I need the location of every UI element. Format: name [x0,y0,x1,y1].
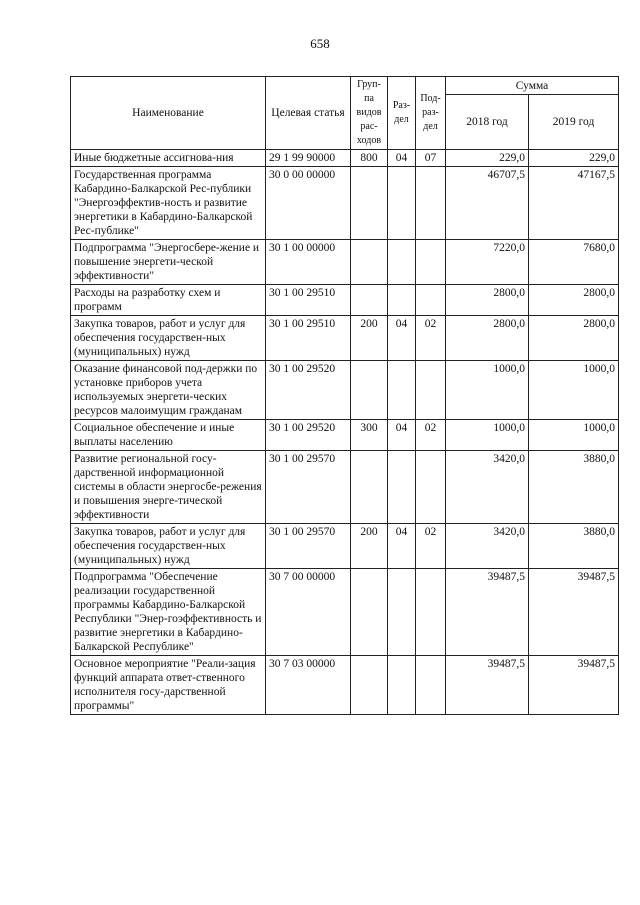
cell-subsection [416,361,446,420]
cell-2019: 2800,0 [529,285,619,316]
header-section: Раз-дел [388,77,416,150]
budget-table [70,76,619,715]
cell-2019: 3880,0 [529,451,619,524]
cell-subsection: 02 [416,524,446,569]
cell-expense-group [351,361,388,420]
cell-2019: 39487,5 [529,569,619,656]
cell-subsection [416,240,446,285]
cell-section [388,361,416,420]
cell-subsection: 02 [416,420,446,451]
cell-2019: 47167,5 [529,167,619,240]
cell-name: Социальное обеспечение и иные выплаты населению [71,420,266,451]
header-expense-group: Груп-па видов рас-ходов [351,77,388,150]
table-row [71,167,619,240]
cell-expense-group: 200 [351,316,388,361]
cell-name: Основное мероприятие "Реали-зация функций аппарата ответ-ственного исполнителя госу-дарственной программы" [71,656,266,715]
cell-2019: 229,0 [529,150,619,167]
cell-target-article: 30 0 00 00000 [266,167,351,240]
cell-subsection [416,451,446,524]
cell-expense-group: 300 [351,420,388,451]
cell-expense-group: 200 [351,524,388,569]
table-row [71,316,619,361]
cell-name: Иные бюджетные ассигнова-ния [71,150,266,167]
cell-section [388,240,416,285]
cell-2019: 2800,0 [529,316,619,361]
cell-target-article: 30 1 00 29510 [266,316,351,361]
cell-section [388,656,416,715]
cell-2019: 7680,0 [529,240,619,285]
cell-section [388,569,416,656]
cell-name: Государственная программа Кабардино-Балкарской Рес-публики "Энергоэффектив-ность и развитие энергетики в Кабардино-Балкарской Рес-публике" [71,167,266,240]
cell-2018: 7220,0 [446,240,529,285]
cell-name: Закупка товаров, работ и услуг для обеспечения государствен-ных (муниципальных) нужд [71,524,266,569]
cell-2018: 3420,0 [446,524,529,569]
cell-2018: 1000,0 [446,361,529,420]
cell-section: 04 [388,420,416,451]
cell-expense-group [351,167,388,240]
table-row [71,285,619,316]
cell-2018: 2800,0 [446,316,529,361]
cell-2018: 229,0 [446,150,529,167]
cell-2018: 39487,5 [446,569,529,656]
cell-target-article: 30 7 00 00000 [266,569,351,656]
cell-target-article: 30 1 00 29570 [266,524,351,569]
cell-target-article: 30 1 00 00000 [266,240,351,285]
cell-expense-group [351,451,388,524]
cell-expense-group: 800 [351,150,388,167]
cell-section: 04 [388,150,416,167]
cell-target-article: 30 1 00 29520 [266,420,351,451]
cell-section [388,285,416,316]
cell-subsection [416,167,446,240]
cell-expense-group [351,285,388,316]
header-sum: Сумма [446,77,619,95]
cell-target-article: 30 1 00 29510 [266,285,351,316]
cell-subsection [416,569,446,656]
cell-expense-group [351,569,388,656]
table-row [71,361,619,420]
cell-target-article: 29 1 99 90000 [266,150,351,167]
header-name: Наименование [71,77,266,150]
cell-section [388,167,416,240]
cell-2018: 2800,0 [446,285,529,316]
cell-2019: 39487,5 [529,656,619,715]
table-row [71,451,619,524]
header-target-article: Целевая статья [266,77,351,150]
cell-name: Закупка товаров, работ и услуг для обеспечения государствен-ных (муниципальных) нужд [71,316,266,361]
cell-name: Оказание финансовой под-держки по установке приборов учета используемых энергети-ческих ресурсов малоимущим гражданам [71,361,266,420]
cell-expense-group [351,656,388,715]
cell-name: Подпрограмма "Энергосбере-жение и повышение энергети-ческой эффективности" [71,240,266,285]
cell-section: 04 [388,524,416,569]
page-number: 658 [310,36,330,51]
cell-subsection [416,656,446,715]
cell-name: Расходы на разработку схем и программ [71,285,266,316]
table-row [71,524,619,569]
cell-name: Подпрограмма "Обеспечение реализации государственной программы Кабардино-Балкарской Республики "Энер-гоэффективность и развитие энергетики в Кабардино-Балкарской Республике" [71,569,266,656]
table-row [71,656,619,715]
cell-subsection [416,285,446,316]
header-year-2019: 2019 год [529,95,619,150]
cell-subsection: 07 [416,150,446,167]
table-row [71,240,619,285]
cell-target-article: 30 7 03 00000 [266,656,351,715]
cell-subsection: 02 [416,316,446,361]
cell-2018: 39487,5 [446,656,529,715]
cell-2018: 46707,5 [446,167,529,240]
cell-2019: 3880,0 [529,524,619,569]
table-row [71,569,619,656]
table-row [71,420,619,451]
cell-name: Развитие региональной госу-дарственной информационной системы в области энергосбе-режения и повышения энерге-тической эффективности [71,451,266,524]
table-row [71,150,619,167]
cell-expense-group [351,240,388,285]
cell-2018: 1000,0 [446,420,529,451]
cell-target-article: 30 1 00 29570 [266,451,351,524]
cell-section: 04 [388,316,416,361]
header-year-2018: 2018 год [446,95,529,150]
cell-2019: 1000,0 [529,361,619,420]
cell-2019: 1000,0 [529,420,619,451]
cell-target-article: 30 1 00 29520 [266,361,351,420]
header-subsection: Под-раз-дел [416,77,446,150]
cell-2018: 3420,0 [446,451,529,524]
cell-section [388,451,416,524]
